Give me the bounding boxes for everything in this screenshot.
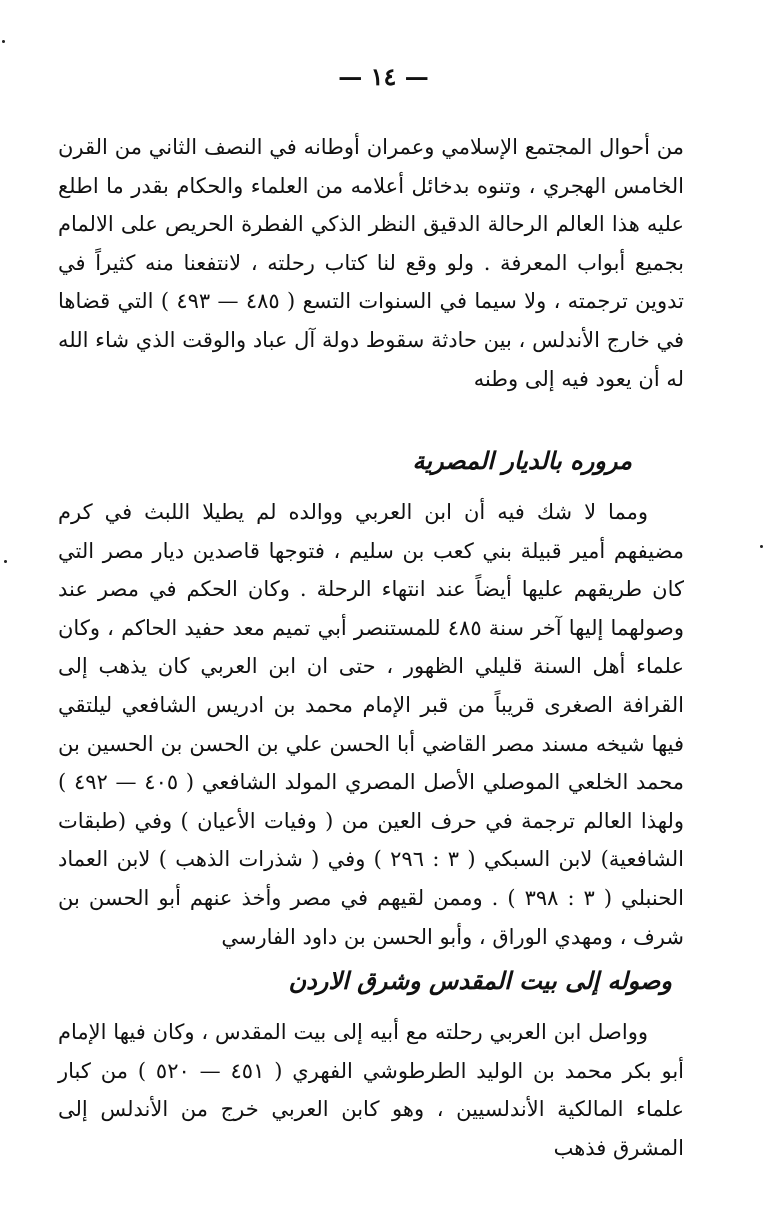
- margin-mark: [4, 560, 7, 563]
- jerusalem-paragraph-block: [58, 1013, 684, 1167]
- egypt-paragraph: ومما لا شك فيه أن ابن العربي ووالده لم يطيلا اللبث في كرم مضيفهم أمير قبيلة بني كعب بن سليم ، فتوجها قاصدين ديار مصر التي كان طريقهم عليها أيضاً عند انتهاء الرحلة . وكان الحكم في مصر عند وصولهما إليها آخر سنة ٤٨٥ للمستنصر أبي تميم معد حفيد الحاكم ، وكان علماء أهل السنة قليلي الظهور ، حتى ان ابن العربي كان يذهب إلى القرافة الصغرى قريباً من قبر الإمام محمد بن ادريس الشافعي ليلتقي فيها شيخه مسند مصر القاضي أبا الحسن علي بن الحسن بن الحسين بن محمد الخلعي الموصلي الأصل المصري المولد الشافعي ( ٤٠٥ — ٤٩٢ ) ولهذا العالم ترجمة في حرف العين من ( وفيات الأعيان ) وفي (طبقات الشافعية) لابن السبكي ( ٣ : ٢٩٦ ) وفي ( شذرات الذهب ) لابن العماد الحنبلي ( ٣ : ٣٩٨ ) . وممن لقيهم في مصر وأخذ عنهم أبو الحسن بن شرف ، ومهدي الوراق ، وأبو الحسن بن داود الفارسي: [58, 500, 684, 949]
- margin-mark: [2, 40, 5, 43]
- page-number: — ١٤ —: [338, 62, 429, 91]
- section-heading-jerusalem: وصوله إلى بيت المقدس وشرق الاردن: [288, 966, 672, 995]
- margin-mark: [760, 545, 763, 548]
- jerusalem-paragraph: وواصل ابن العربي رحلته مع أبيه إلى بيت المقدس ، وكان فيها الإمام أبو بكر محمد بن الوليد الطرطوشي الفهري ( ٤٥١ — ٥٢٠ ) من كبار علماء المالكية الأندلسيين ، وهو كابن العربي خرج من الأندلس إلى المشرق فذهب: [58, 1020, 684, 1160]
- egypt-paragraph-block: [58, 493, 684, 956]
- intro-paragraph-block: [58, 128, 684, 398]
- intro-paragraph: من أحوال المجتمع الإسلامي وعمران أوطانه في النصف الثاني من القرن الخامس الهجري ، وتنوه بدخائل أعلامه من العلماء والحكام بقدر ما اطلع عليه هذا العالم الرحالة الدقيق النظر الذكي الفطرة الحريص على الالمام بجميع أبواب المعرفة . ولو وقع لنا كتاب رحلته ، لانتفعنا منه كثيراً في تدوين ترجمته ، ولا سيما في السنوات التسع ( ٤٨٥ — ٤٩٣ ) التي قضاها في خارج الأندلس ، بين حادثة سقوط دولة آل عباد والوقت الذي شاء الله له أن يعود فيه إلى وطنه: [58, 135, 684, 391]
- section-heading-egypt: مروره بالديار المصرية: [412, 446, 632, 475]
